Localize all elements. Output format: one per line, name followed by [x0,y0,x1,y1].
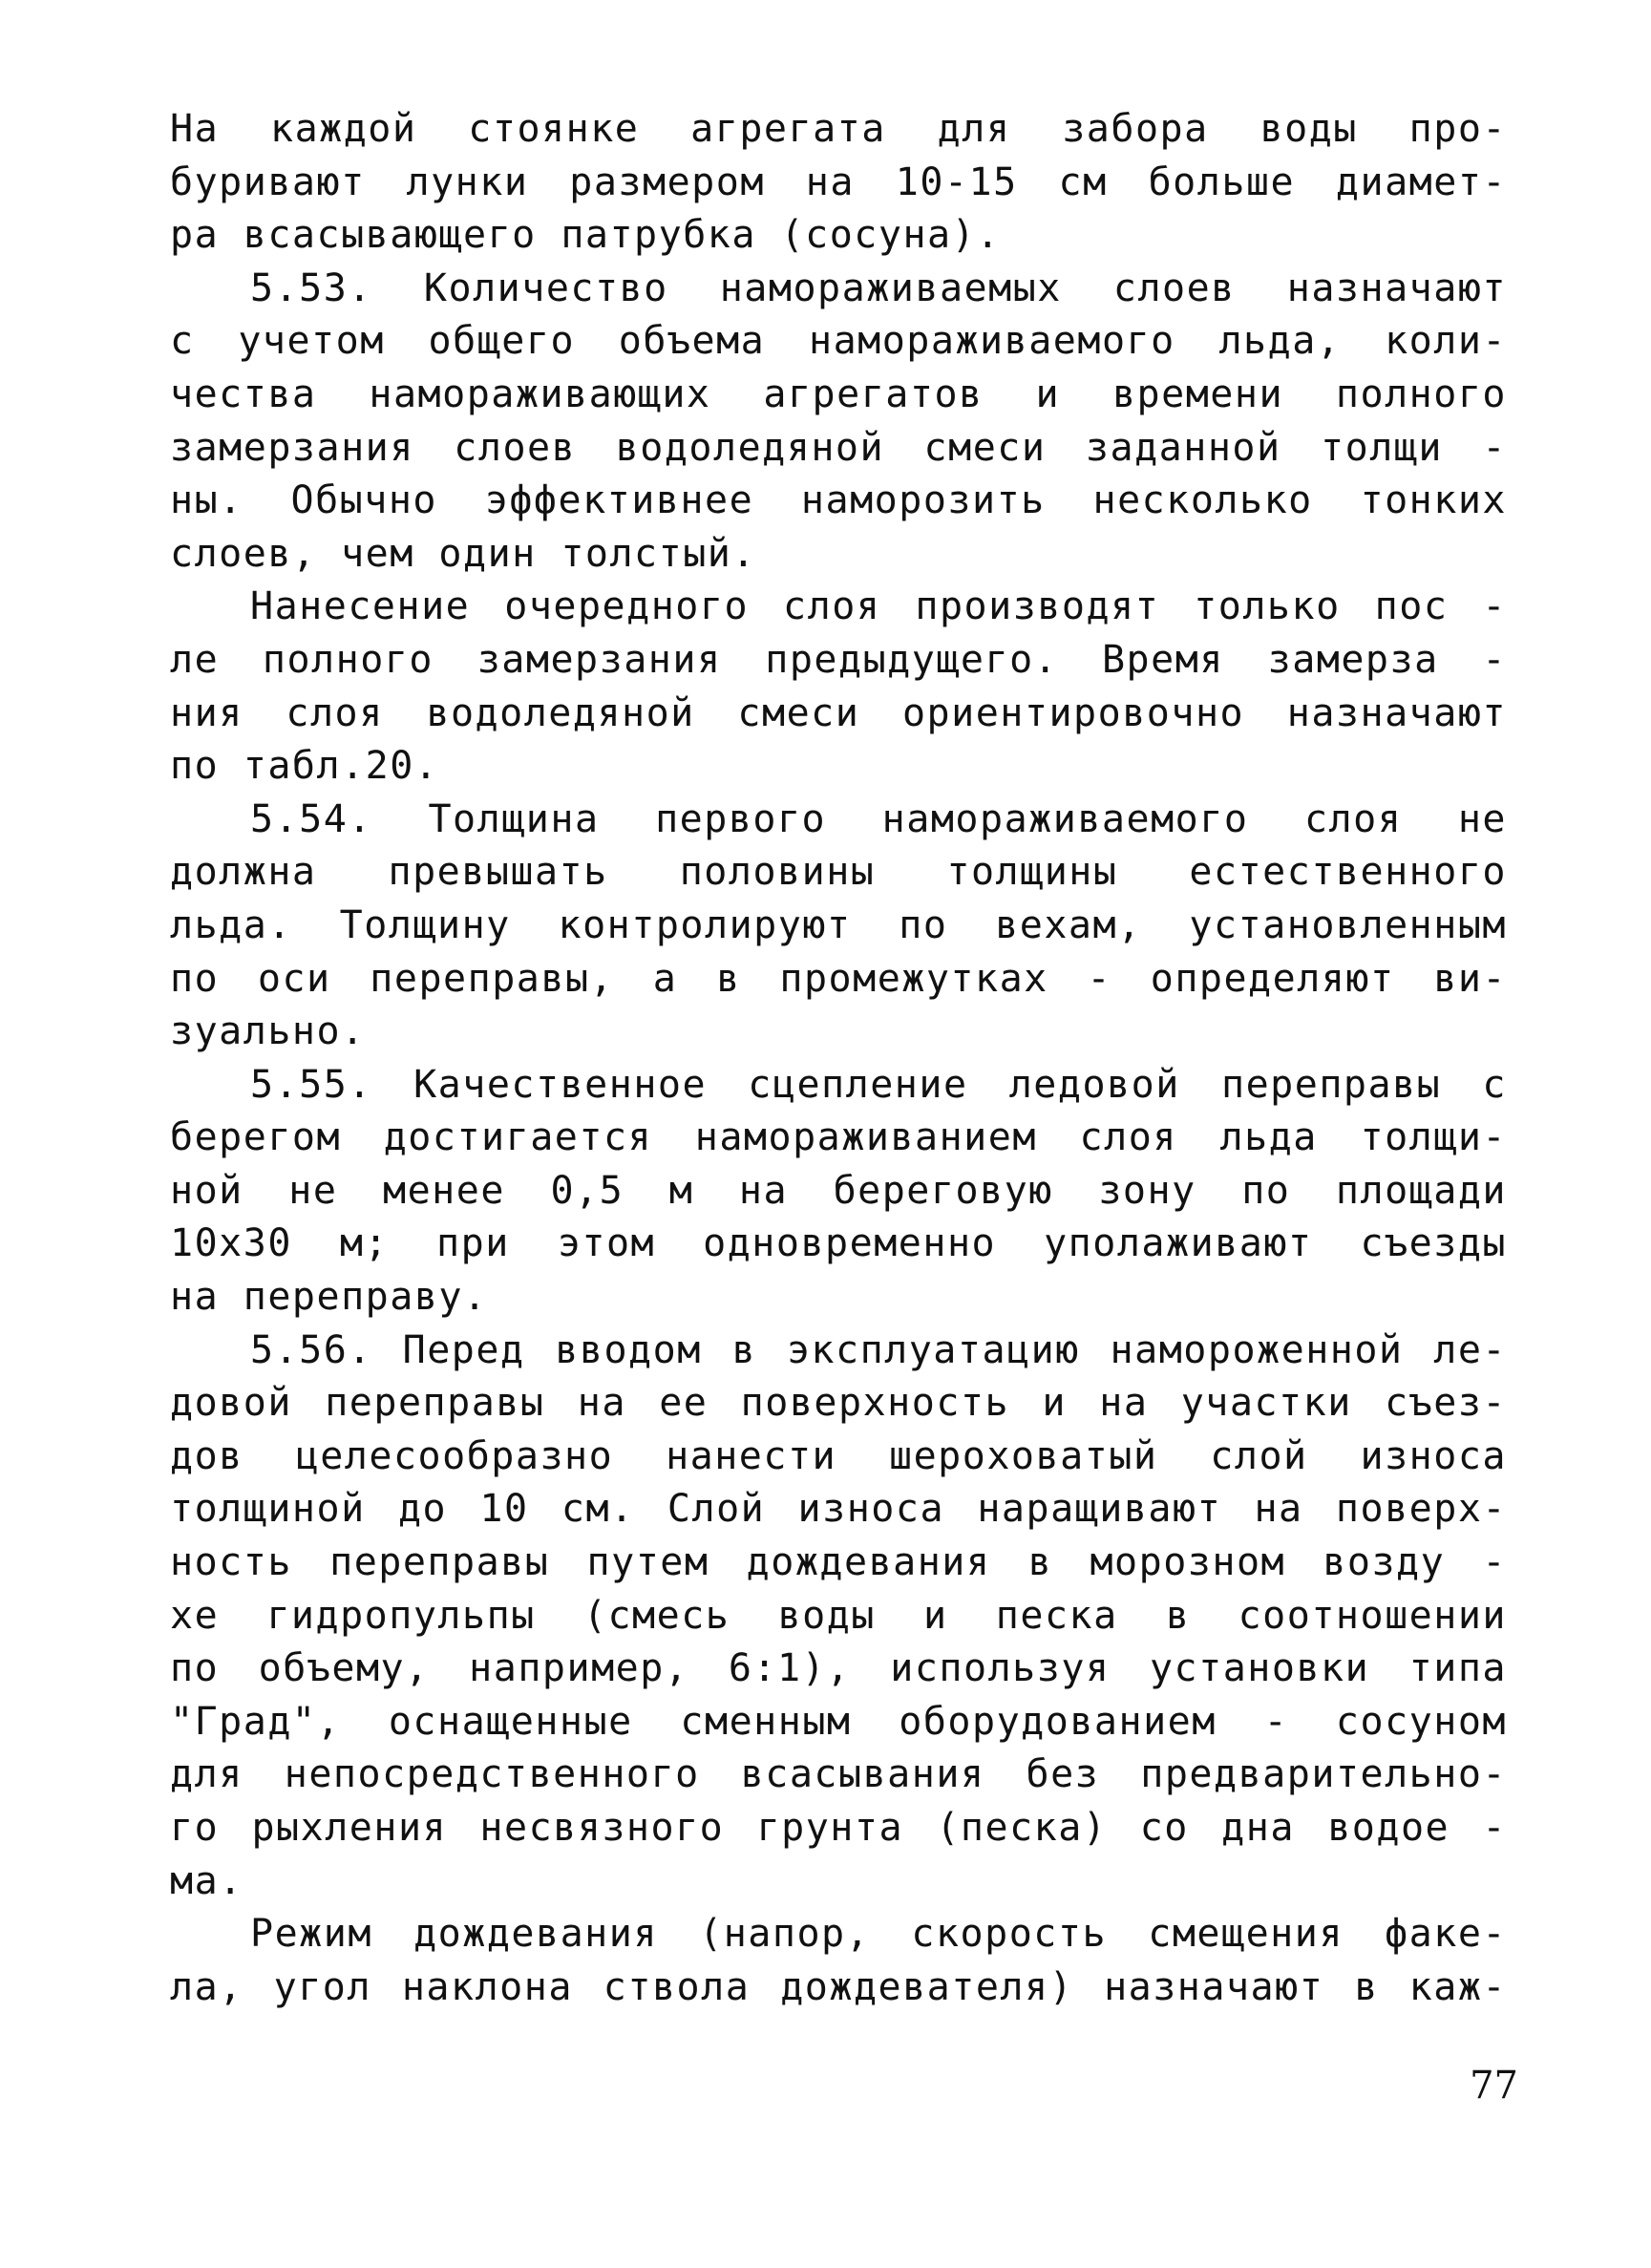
text-line: го рыхления несвязного грунта (песка) со дна водое - [170,1806,1507,1850]
text-line: толщиной до 10 см. Слой износа наращивают на поверх- [170,1487,1507,1532]
text-line: Режим дождевания (напор, скорость смещения факе- [250,1912,1507,1957]
text-line: по табл.20. [170,744,439,789]
text-line: ма. [170,1858,243,1903]
text-line: по оси переправы, а в промежутках - определяют ви- [170,956,1507,1001]
text-line: довой переправы на ее поверхность и на участки съез- [170,1381,1507,1426]
body-text [170,103,1507,2014]
text-line: слоев, чем один толстый. [170,531,756,576]
text-line: ле полного замерзания предыдущего. Время замерза - [170,637,1507,682]
text-line: ла, угол наклона ствола дождевателя) назначают в каж- [170,1964,1507,2009]
text-line: хе гидропульпы (смесь воды и песка в соотношении [170,1593,1507,1638]
text-line: по объему, например, 6:1), используя установки типа [170,1646,1507,1691]
text-line: льда. Толщину контролируют по вехам, установленным [170,902,1507,947]
text-line: чества намораживающих агрегатов и времени полного [170,371,1507,416]
text-line: На каждой стоянке агрегата для забора воды про- [170,107,1507,151]
text-line: для непосредственного всасывания без предварительно- [170,1752,1507,1797]
text-line: ность переправы путем дождевания в морозном возду - [170,1540,1507,1585]
page-number: 77 [1470,2064,1518,2108]
text-line: ны. Обычно эффективнее наморозить несколько тонких [170,478,1507,523]
text-line: дов целесообразно нанести шероховатый слой износа [170,1433,1507,1478]
text-line: 5.55. Качественное сцепление ледовой переправы с [250,1062,1507,1107]
text-line: "Град", оснащенные сменным оборудованием - сосуном [170,1699,1507,1744]
text-line: ной не менее 0,5 м на береговую зону по площади [170,1168,1507,1213]
text-line: 10х30 м; при этом одновременно уполаживают съезды [170,1221,1507,1266]
text-line: зуально. [170,1009,366,1054]
text-line: на переправу. [170,1275,488,1320]
text-line: должна превышать половины толщины естественного [170,850,1507,895]
text-line: 5.54. Толщина первого намораживаемого слоя не [250,796,1507,841]
text-line: ния слоя водоледяной смеси ориентировочно назначают [170,690,1507,735]
text-line: Нанесение очередного слоя производят только пос - [250,584,1507,629]
text-line: 5.53. Количество намораживаемых слоев назначают [250,265,1507,310]
text-line: замерзания слоев водоледяной смеси заданной толщи - [170,425,1507,470]
text-line: с учетом общего объема намораживаемого льда, коли- [170,319,1507,364]
text-line: 5.56. Перед вводом в эксплуатацию намороженной ле- [250,1327,1507,1372]
text-line: буривают лунки размером на 10-15 см больше диамет- [170,159,1507,204]
text-line: берегом достигается намораживанием слоя льда толщи- [170,1115,1507,1160]
text-line: ра всасывающего патрубка (сосуна). [170,213,1001,258]
